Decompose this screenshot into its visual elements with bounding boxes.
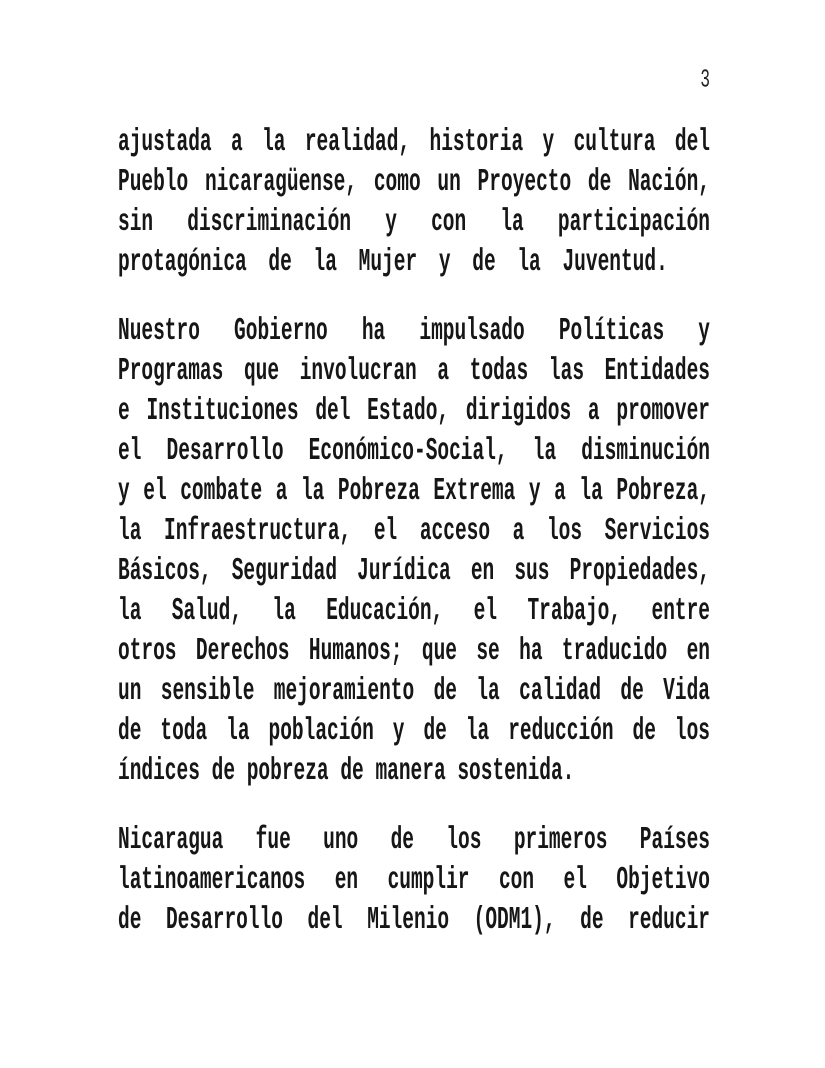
text-line: otros Derechos Humanos; que se ha traducido en bbox=[118, 633, 710, 669]
paragraph-1 bbox=[118, 123, 710, 283]
text-line: Nicaragua fue uno de los primeros Países bbox=[118, 822, 710, 858]
text-line: protagónica de la Mujer y de la Juventud. bbox=[118, 244, 668, 280]
text-line: la Salud, la Educación, el Trabajo, entre bbox=[118, 593, 710, 629]
text-line: de toda la población y de la reducción de los bbox=[118, 713, 710, 749]
text-line: índices de pobreza de manera sostenida. bbox=[118, 753, 575, 789]
text-line: ajustada a la realidad, historia y cultura del bbox=[118, 124, 710, 160]
text-line: de Desarrollo del Milenio (ODM1), de reducir bbox=[118, 902, 710, 938]
text-line: e Instituciones del Estado, dirigidos a promover bbox=[118, 393, 710, 429]
text-line: Programas que involucran a todas las Entidades bbox=[118, 353, 710, 389]
text-line: y el combate a la Pobreza Extrema y a la Pobreza, bbox=[118, 473, 710, 509]
document-body bbox=[118, 123, 710, 941]
text-line: Nuestro Gobierno ha impulsado Políticas y bbox=[118, 313, 710, 349]
paragraph-2 bbox=[118, 312, 710, 792]
text-line: el Desarrollo Económico-Social, la disminución bbox=[118, 433, 710, 469]
text-line: un sensible mejoramiento de la calidad de Vida bbox=[118, 673, 710, 709]
text-line: Básicos, Seguridad Jurídica en sus Propiedades, bbox=[118, 553, 710, 589]
paragraph-3 bbox=[118, 821, 710, 941]
page-number: 3 bbox=[700, 65, 710, 95]
text-line: latinoamericanos en cumplir con el Objetivo bbox=[118, 862, 710, 898]
text-line: Pueblo nicaragüense, como un Proyecto de Nación, bbox=[118, 164, 710, 200]
text-line: la Infraestructura, el acceso a los Servicios bbox=[118, 513, 710, 549]
text-line: sin discriminación y con la participación bbox=[118, 204, 710, 240]
